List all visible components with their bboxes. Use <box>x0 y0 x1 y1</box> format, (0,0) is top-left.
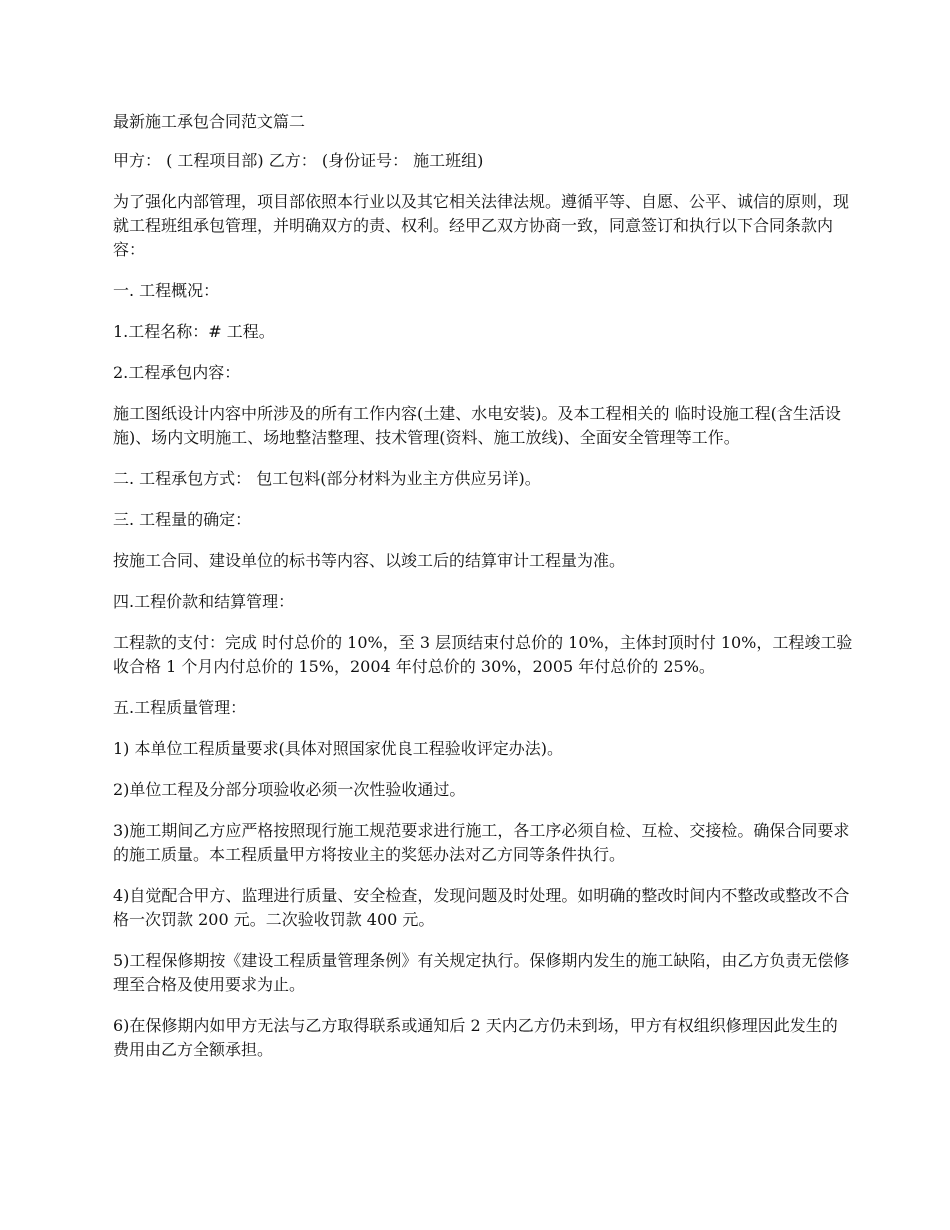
quality-item-5: 5)工程保修期按《建设工程质量管理条例》有关规定执行。保修期内发生的施工缺陷，由乙方负责无偿修理至合格及使用要求为止。 <box>113 951 850 994</box>
section-heading-contract-mode: 二. 工程承包方式： 包工包料(部分材料为业主方供应另详)。 <box>113 469 541 488</box>
intro-paragraph: 为了强化内部管理，项目部依照本行业以及其它相关法律法规。遵循平等、自愿、公平、诚信的原则，现就工程班组承包管理，并明确双方的责、权利。经甲乙双方协商一致，同意签订和执行以下合同条款内容： <box>113 192 850 259</box>
scope-heading: 2.工程承包内容： <box>113 363 241 382</box>
quality-item-4: 4)自觉配合甲方、监理进行质量、安全检查，发现问题及时处理。如明确的整改时间内不整改或整改不合格一次罚款 200 元。二次验收罚款 400 元。 <box>113 886 850 929</box>
section-heading-quantity: 三. 工程量的确定： <box>113 510 252 529</box>
section-heading-payment: 四.工程价款和结算管理： <box>113 592 295 611</box>
project-name: 1.工程名称：# 工程。 <box>113 322 275 341</box>
section-heading-quality: 五.工程质量管理： <box>113 698 247 717</box>
quality-item-1: 1) 本单位工程质量要求(具体对照国家优良工程验收评定办法)。 <box>113 739 563 758</box>
quality-item-2: 2)单位工程及分部分项验收必须一次性验收通过。 <box>113 780 466 799</box>
parties-line: 甲方： ( 工程项目部) 乙方： (身份证号： 施工班组) <box>113 151 484 170</box>
section-heading-overview: 一. 工程概况： <box>113 281 220 300</box>
quality-item-3: 3)施工期间乙方应严格按照现行施工规范要求进行施工，各工序必须自检、互检、交接检。确保合同要求的施工质量。本工程质量甲方将按业主的奖惩办法对乙方同等条件执行。 <box>113 821 850 864</box>
quantity-paragraph: 按施工合同、建设单位的标书等内容、以竣工后的结算审计工程量为准。 <box>113 551 626 570</box>
quality-item-6: 6)在保修期内如甲方无法与乙方取得联系或通知后 2 天内乙方仍未到场，甲方有权组织修理因此发生的费用由乙方全额承担。 <box>113 1016 838 1059</box>
scope-paragraph: 施工图纸设计内容中所涉及的所有工作内容(土建、水电安装)。及本工程相关的 临时设施工程(含生活设施)、场内文明施工、场地整洁整理、技术管理(资料、施工放线)、全面安全管理等工作。 <box>113 404 841 447</box>
payment-paragraph: 工程款的支付：完成 时付总价的 10%，至 3 层顶结束付总价的 10%，主体封顶时付 10%，工程竣工验收合格 1 个月内付总价的 15%，2004 年付总价的 30%，2005 年付总价的 25%。 <box>113 633 853 676</box>
document-body <box>113 110 853 1079</box>
document-title: 最新施工承包合同范文篇二 <box>113 112 306 131</box>
